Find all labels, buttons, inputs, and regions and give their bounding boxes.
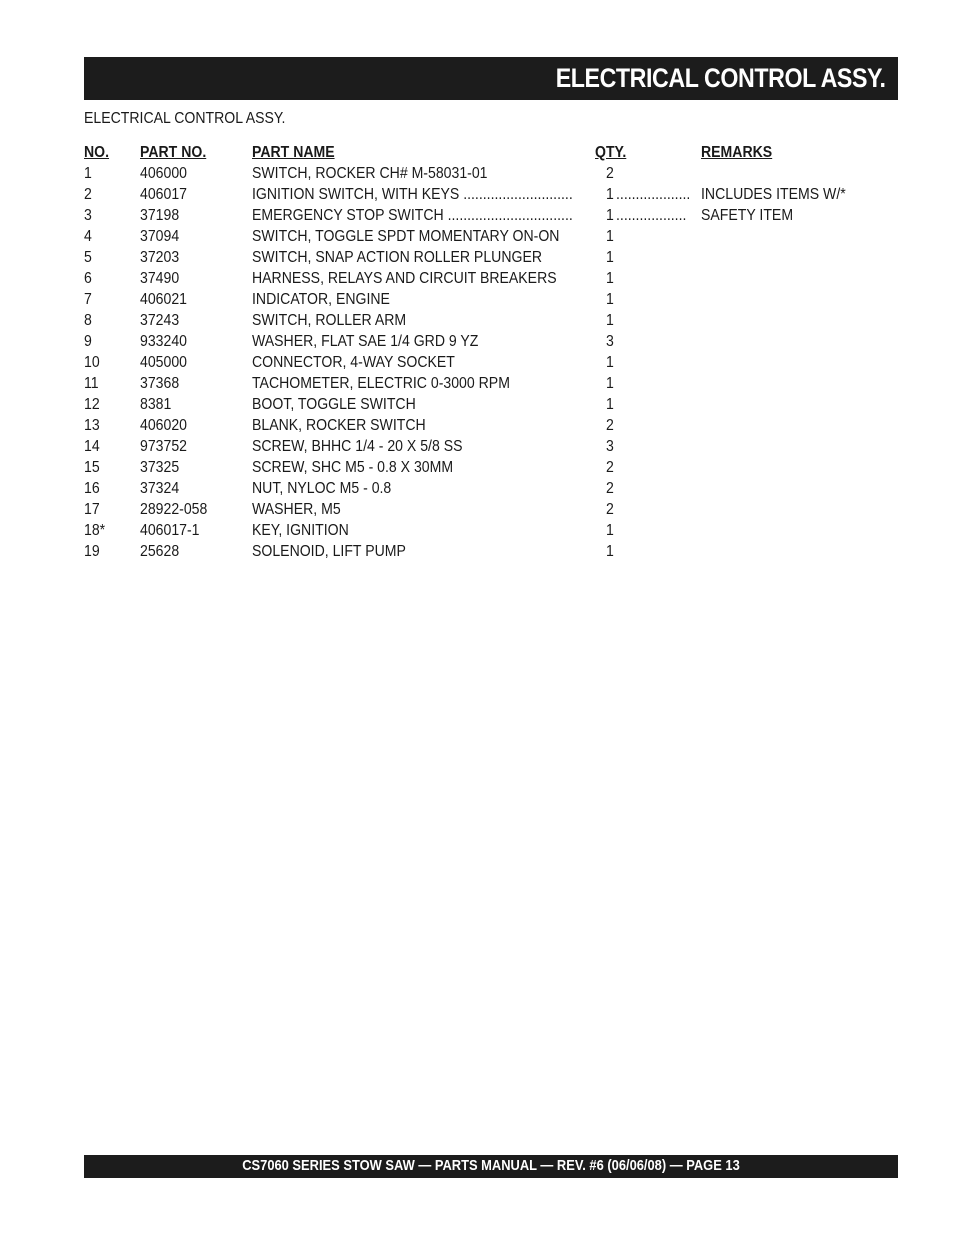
cell-part-no: 37368	[140, 375, 180, 392]
cell-qty-leader: ..................	[616, 207, 687, 224]
table-row	[84, 541, 884, 562]
cell-part-name: SCREW, BHHC 1/4 - 20 X 5/8 SS	[252, 438, 463, 455]
cell-qty: 2	[606, 459, 614, 476]
cell-part-name: CONNECTOR, 4-WAY SOCKET	[252, 354, 455, 371]
cell-qty: 3	[606, 333, 614, 350]
cell-part-name: SWITCH, TOGGLE SPDT MOMENTARY ON-ON	[252, 228, 560, 245]
table-header-row	[84, 142, 884, 163]
cell-part-name: INDICATOR, ENGINE	[252, 291, 390, 308]
cell-part-no: 28922-058	[140, 501, 208, 518]
cell-part-no: 8381	[140, 396, 172, 413]
cell-part-name: SWITCH, ROCKER CH# M-58031-01	[252, 165, 488, 182]
cell-no: 12	[84, 396, 100, 413]
column-header-part-name: PART NAME	[252, 144, 335, 161]
cell-no: 18*	[84, 522, 106, 539]
cell-part-name: IGNITION SWITCH, WITH KEYS ............................	[252, 186, 573, 203]
cell-part-name: SWITCH, ROLLER ARM	[252, 312, 407, 329]
cell-part-name: SCREW, SHC M5 - 0.8 X 30MM	[252, 459, 454, 476]
cell-qty: 2	[606, 165, 614, 182]
table-row	[84, 205, 884, 226]
table-row	[84, 394, 884, 415]
cell-qty: 1	[606, 354, 614, 371]
table-row	[84, 520, 884, 541]
cell-part-no: 406017	[140, 186, 187, 203]
page-footer-bar	[84, 1155, 898, 1178]
cell-part-no: 25628	[140, 543, 180, 560]
table-row	[84, 436, 884, 457]
cell-no: 5	[84, 249, 92, 266]
cell-part-no: 973752	[140, 438, 187, 455]
cell-no: 15	[84, 459, 100, 476]
cell-part-no: 37203	[140, 249, 180, 266]
cell-part-no: 405000	[140, 354, 187, 371]
page-title: ELECTRICAL CONTROL ASSY.	[556, 63, 886, 93]
cell-part-name: WASHER, FLAT SAE 1/4 GRD 9 YZ	[252, 333, 479, 350]
table-row	[84, 478, 884, 499]
cell-no: 1	[84, 165, 92, 182]
column-header-remarks: REMARKS	[701, 144, 773, 161]
table-row	[84, 310, 884, 331]
cell-no: 9	[84, 333, 92, 350]
cell-part-name: EMERGENCY STOP SWITCH ................................	[252, 207, 573, 224]
cell-part-no: 406017-1	[140, 522, 200, 539]
cell-part-name: KEY, IGNITION	[252, 522, 349, 539]
page-header-bar	[84, 57, 898, 100]
table-row	[84, 226, 884, 247]
cell-part-no: 933240	[140, 333, 187, 350]
table-row	[84, 415, 884, 436]
cell-part-name: WASHER, M5	[252, 501, 341, 518]
page-footer-text: CS7060 SERIES STOW SAW — PARTS MANUAL — REV. #6 (06/06/08) — PAGE 13	[242, 1157, 740, 1174]
cell-no: 6	[84, 270, 92, 287]
cell-qty: 2	[606, 501, 614, 518]
cell-part-name: NUT, NYLOC M5 - 0.8	[252, 480, 392, 497]
column-header-no: NO.	[84, 144, 110, 161]
column-header-part-no: PART NO.	[140, 144, 207, 161]
cell-qty: 3	[606, 438, 614, 455]
cell-part-no: 37490	[140, 270, 180, 287]
cell-qty: 1	[606, 270, 614, 287]
cell-qty: 1	[606, 396, 614, 413]
cell-part-name: BLANK, ROCKER SWITCH	[252, 417, 426, 434]
table-row	[84, 331, 884, 352]
cell-qty: 1	[606, 291, 614, 308]
cell-qty: 1	[606, 249, 614, 266]
table-row	[84, 373, 884, 394]
cell-no: 17	[84, 501, 100, 518]
cell-part-name: TACHOMETER, ELECTRIC 0-3000 RPM	[252, 375, 510, 392]
table-row	[84, 289, 884, 310]
cell-no: 8	[84, 312, 92, 329]
cell-qty: 1	[606, 522, 614, 539]
table-row	[84, 352, 884, 373]
cell-qty: 1	[606, 186, 614, 203]
cell-part-no: 37325	[140, 459, 180, 476]
cell-part-no: 37198	[140, 207, 180, 224]
cell-no: 7	[84, 291, 92, 308]
table-row	[84, 499, 884, 520]
cell-part-no: 37243	[140, 312, 180, 329]
cell-qty: 1	[606, 543, 614, 560]
cell-no: 14	[84, 438, 100, 455]
cell-qty: 1	[606, 228, 614, 245]
table-row	[84, 184, 884, 205]
cell-no: 4	[84, 228, 92, 245]
table-row	[84, 268, 884, 289]
cell-qty: 1	[606, 207, 614, 224]
cell-part-name: SWITCH, SNAP ACTION ROLLER PLUNGER	[252, 249, 543, 266]
cell-part-name: HARNESS, RELAYS AND CIRCUIT BREAKERS	[252, 270, 557, 287]
cell-qty-leader: ...................	[616, 186, 691, 203]
cell-remarks: INCLUDES ITEMS W/*	[701, 186, 846, 203]
cell-no: 11	[84, 375, 99, 392]
cell-part-no: 37094	[140, 228, 180, 245]
cell-part-no: 406021	[140, 291, 187, 308]
table-row	[84, 163, 884, 184]
cell-part-no: 406020	[140, 417, 187, 434]
section-title: ELECTRICAL CONTROL ASSY.	[84, 110, 286, 127]
cell-qty: 1	[606, 375, 614, 392]
cell-qty: 1	[606, 312, 614, 329]
cell-no: 3	[84, 207, 92, 224]
cell-no: 19	[84, 543, 100, 560]
cell-part-no: 406000	[140, 165, 187, 182]
cell-part-name: SOLENOID, LIFT PUMP	[252, 543, 406, 560]
cell-no: 2	[84, 186, 92, 203]
cell-remarks: SAFETY ITEM	[701, 207, 794, 224]
cell-qty: 2	[606, 417, 614, 434]
cell-no: 16	[84, 480, 100, 497]
column-header-qty: QTY.	[595, 144, 627, 161]
cell-no: 13	[84, 417, 100, 434]
table-row	[84, 457, 884, 478]
cell-part-no: 37324	[140, 480, 180, 497]
cell-no: 10	[84, 354, 100, 371]
table-row	[84, 247, 884, 268]
cell-part-name: BOOT, TOGGLE SWITCH	[252, 396, 416, 413]
parts-table	[84, 142, 884, 562]
cell-qty: 2	[606, 480, 614, 497]
table-body	[84, 163, 884, 562]
